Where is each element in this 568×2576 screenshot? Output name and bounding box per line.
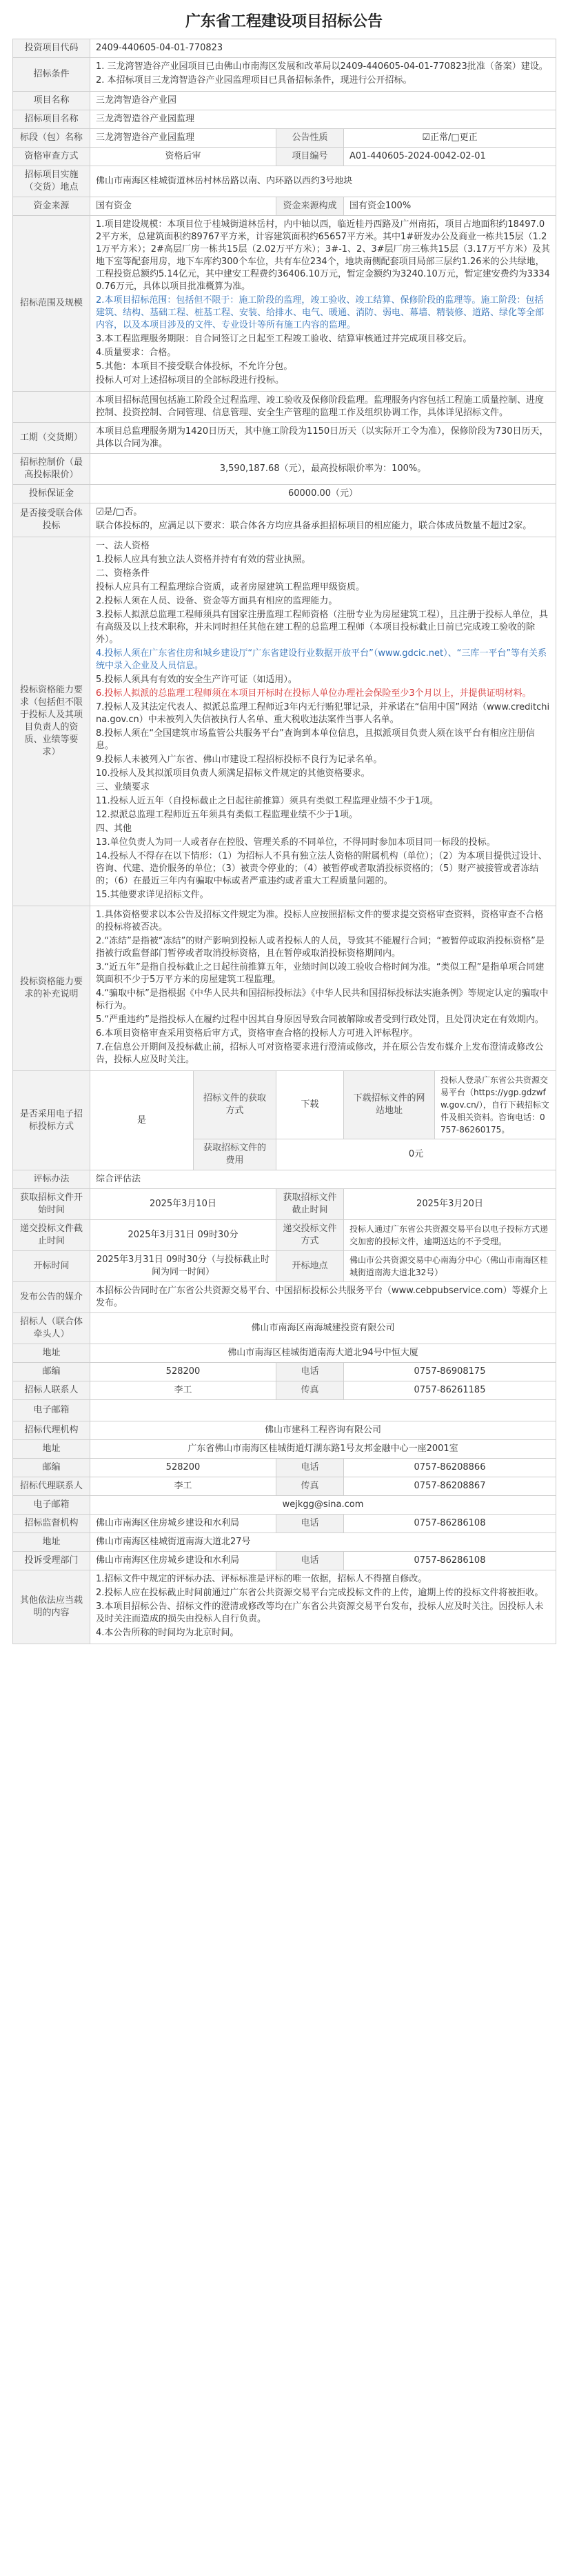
project-code-label: 投资项目代码 <box>13 39 90 58</box>
submit-place-label: 递交投标文件方式 <box>276 1220 344 1251</box>
location-value: 佛山市南海区桂城街道林岳村林岳路以南、内环路以西约3号地块 <box>90 166 556 197</box>
fax-label: 传真 <box>276 1381 344 1400</box>
row-tenderee-email <box>13 1400 556 1421</box>
open-time-value: 2025年3月31日 09时30分（与投标截止时间为同一时间） <box>90 1251 276 1282</box>
agent-label: 招标代理机构 <box>13 1421 90 1440</box>
complaint-tel-label: 电话 <box>276 1552 344 1570</box>
row-qualification <box>13 537 556 906</box>
row-tender-project <box>13 110 556 129</box>
row-location <box>13 166 556 197</box>
email-value <box>90 1400 556 1421</box>
qual-line: 三、业绩要求 <box>96 782 150 792</box>
row-basis <box>13 58 556 92</box>
media-value: 本招标公告同时在广东省公共资源交易平台、中国招标投标公共服务平台（www.cebpubservice.com）等媒介上发布。 <box>90 1282 556 1313</box>
row-period <box>13 423 556 454</box>
row-agent <box>13 1421 556 1440</box>
agent-name: 佛山市建科工程咨询有限公司 <box>90 1421 556 1440</box>
agent-email-label: 电子邮箱 <box>13 1496 90 1515</box>
method-line: 5.“严重违约”是指投标人在履约过程中因其自身原因导致合同被解除或者受到行政处罚，且处罚决定在有效期内。 <box>96 1015 544 1025</box>
qual-line: 15.其他要求详见招标文件。 <box>96 890 209 900</box>
consortium-value <box>90 503 556 537</box>
row-agent-addr <box>13 1440 556 1459</box>
row-supervise <box>13 1515 556 1533</box>
scope-line: 5.其他：本项目不接受联合体投标，不允许分包。 <box>96 361 293 372</box>
supervise-addr-label: 地址 <box>13 1533 90 1552</box>
method-line: 2.“冻结”是指被“冻结”的财产影响到投标人或者投标人的人员，导致其不能履行合同；“被暂停或取消投标资格”是指被行政监督部门暂停或者取消投标资格，且在暂停或取消投标资格期间内。 <box>96 936 545 959</box>
doc-fee-value: 0元 <box>276 1139 556 1170</box>
agent-zip-label: 邮编 <box>13 1459 90 1477</box>
consortium-line: ☑是/□否。 <box>96 507 143 517</box>
notice-nature-value: ☑正常/□更正 <box>344 129 556 148</box>
scope-line: 4.质量要求：合格。 <box>96 348 176 358</box>
row-complaint <box>13 1552 556 1570</box>
agent-addr-value: 广东省佛山市南海区桂城街道灯湖东路1号友邦金融中心一座2001室 <box>90 1440 556 1459</box>
contact-label: 招标人联系人 <box>13 1381 90 1400</box>
qual-line: 12.拟派总监理工程师近五年须具有类似工程监理业绩不少于1项。 <box>96 810 358 820</box>
open-time-label: 开标时间 <box>13 1251 90 1282</box>
qual-line: 二、资格条件 <box>96 568 150 579</box>
electronic-value: 是 <box>90 1071 194 1170</box>
fund-source-value: 国有资金 <box>90 197 276 216</box>
agent-zip-value: 528200 <box>90 1459 276 1477</box>
row-evaluate <box>13 1170 556 1189</box>
get-doc-label: 招标文件的获取方式 <box>194 1071 276 1139</box>
fund-ratio-value: 国有资金100% <box>344 197 556 216</box>
tel-value: 0757-86908175 <box>344 1363 556 1381</box>
submit-place-value: 投标人通过广东省公共资源交易平台以电子投标方式递交加密的投标文件，逾期送达的不予受理。 <box>344 1220 556 1251</box>
section-name-value: 三龙湾智造谷产业园监理 <box>90 129 276 148</box>
row-project-name <box>13 92 556 110</box>
page-title: 广东省工程建设项目招标公告 <box>185 13 383 30</box>
other-line: 1.招标文件中规定的评标办法、评标标准是评标的唯一依据，招标人不得擅自修改。 <box>96 1574 427 1584</box>
qual-line: 11.投标人近五年（自投标截止之日起往前推算）须具有类似工程监理业绩不少于1项。 <box>96 796 438 806</box>
row-scope-extra <box>13 392 556 423</box>
agent-fax-label: 传真 <box>276 1477 344 1496</box>
row-agent-contact <box>13 1477 556 1496</box>
agent-email-value: wejkgg@sina.com <box>90 1496 556 1515</box>
get-end-value: 2025年3月20日 <box>344 1189 556 1220</box>
media-label: 发布公告的媒介 <box>13 1282 90 1313</box>
review-method-value: 资格后审 <box>90 148 276 166</box>
scope-note: 投标人可对上述招标项目的全部标段进行投标。 <box>96 375 285 386</box>
agent-fax-value: 0757-86208867 <box>344 1477 556 1496</box>
qual-line: 8.投标人须在“全国建筑市场监管公共服务平台”查询到本单位信息，且拟派项目负责人须在该平台有相应注册信息。 <box>96 728 535 751</box>
fund-ratio-label: 资金来源构成 <box>276 197 344 216</box>
fax-value: 0757-86261185 <box>344 1381 556 1400</box>
addr-value: 佛山市南海区桂城街道南海大道北94号中恒大厦 <box>90 1344 556 1363</box>
period-label: 工期（交货期） <box>13 423 90 454</box>
row-agent-zip <box>13 1459 556 1477</box>
doc-site-value: 投标人登录广东省公共资源交易平台（https://ygp.gdzwfw.gov.cn/），自行下载招标文件及相关资料。咨询电话：0757-86260175。 <box>435 1071 556 1139</box>
evaluate-value: 综合评估法 <box>90 1170 556 1189</box>
scope-line: 3.本工程监理服务期限：自合同签订之日起至工程竣工验收、结算审核通过并完成项目移交后。 <box>96 334 472 344</box>
scope-line: 1.项目建设规模：本项目位于桂城街道林岳村，内中轴以西，临近桂丹西路及广州南拓，项目占地面积约18497.02平方米，总建筑面积约89767平方米，计容建筑面积约65657平方米。其中1#研发办公及商业一栋共15层（1.21万平方米）；2#高层厂房一栋共15层（2.02万平方米）；3#-1、2、3#层厂房三栋共15层（3.17万平方米）及其地下室等配套用房，地下车库约300个车位，共有车位234个，地块南侧配套项目局部三层约1.26米的公共绿地，工程投资总额约5.14亿元，其中建安工程费约36406.10万元，暂定金额约为3240.10万元，暂定建安费约为33340.76万元，具体以项目批准概算为准。 <box>96 219 550 292</box>
electronic-label: 是否采用电子招标投标方式 <box>13 1071 90 1170</box>
qual-line: 3.投标人拟派总监理工程师须具有国家注册监理工程师资格（注册专业为房屋建筑工程），且注册于投标人单位，具有高级及以上技术职称，并未同时担任其他在建工程的总监理工程师（本项目投标截止日前已完成竣工验收的除外）。 <box>96 610 548 645</box>
consortium-label: 是否接受联合体投标 <box>13 503 90 537</box>
tender-project-value: 三龙湾智造谷产业园监理 <box>90 110 556 129</box>
row-tenderee-zip <box>13 1363 556 1381</box>
other-value <box>90 1570 556 1644</box>
row-method <box>13 906 556 1071</box>
row-tenderee <box>13 1313 556 1344</box>
qualification-label: 投标资格能力要求（包括但不限于投标人及其项目负责人的资质、业绩等要求） <box>13 537 90 906</box>
row-fund <box>13 197 556 216</box>
row-other <box>13 1570 556 1644</box>
submit-value: 2025年3月31日 09时30分 <box>90 1220 276 1251</box>
get-end-label: 获取招标文件截止时间 <box>276 1189 344 1220</box>
evaluate-label: 评标办法 <box>13 1170 90 1189</box>
project-code-value: 2409-440605-04-01-770823 <box>90 39 556 58</box>
method-line: 1.具体资格要求以本公告及招标文件规定为准。投标人应按照招标文件的要求提交资格审查资料，资格审查不合格的投标将被否决。 <box>96 910 544 932</box>
doc-fee-label: 获取招标文件的费用 <box>194 1139 276 1170</box>
zip-value: 528200 <box>90 1363 276 1381</box>
fund-source-label: 资金来源 <box>13 197 90 216</box>
row-tenderee-addr <box>13 1344 556 1363</box>
scope-line: 2.本项目招标范围：包括但不限于：施工阶段的监理，竣工验收、竣工结算、保修阶段的监理等。施工阶段：包括建筑、结构、基础工程、桩基工程、安装、给排水、电气、暖通、消防、弱电、幕墙、精装修、道路、绿化等全部内容，以及本项目涉及的文件、专业设计等所有施工内容的监理。 <box>96 295 545 330</box>
tenderee-label: 招标人（联合体牵头人） <box>13 1313 90 1344</box>
basis-label: 招标条件 <box>13 58 90 92</box>
row-submit <box>13 1220 556 1251</box>
method-line: 4.“骗取中标”是指根据《中华人民共和国招标投标法》《中华人民共和国招标投标法实施条例》等规定认定的骗取中标行为。 <box>96 988 549 1011</box>
zip-label: 邮编 <box>13 1363 90 1381</box>
project-name-value: 三龙湾智造谷产业园 <box>90 92 556 110</box>
budget-value: 3,590,187.68（元），最高投标限价率为：100%。 <box>90 454 556 485</box>
basis-value <box>90 58 556 92</box>
budget-label: 招标控制价（最高投标限价） <box>13 454 90 485</box>
qual-line: 14.投标人不得存在以下情形：（1）为招标人不具有独立法人资格的附属机构（单位）；（2）为本项目提供过设计、咨询、代建、造价服务的单位；（3）被责令停业的；（4）被暂停或者取消投标资格的；（5）财产被接管或者冻结的；（6）在最近三年内有骗取中标或者严重违约或者重大工程质量问题的。 <box>96 851 547 886</box>
qual-line: 四、其他 <box>96 823 132 834</box>
addr-label: 地址 <box>13 1344 90 1363</box>
section-name-label: 标段（包）名称 <box>13 129 90 148</box>
qualification-value <box>90 537 556 906</box>
row-media <box>13 1282 556 1313</box>
get-doc-value: 下载 <box>276 1071 344 1139</box>
method-line: 3.“近五年”是指自投标截止之日起往前推算五年，业绩时间以竣工验收合格时间为准。“类似工程”是指单项合同建筑面积不少于5万平方米的房屋建筑工程监理。 <box>96 962 545 985</box>
notice-table <box>12 39 556 1644</box>
supervise-value: 佛山市南海区住房城乡建设和水利局 <box>90 1515 276 1533</box>
row-agent-email <box>13 1496 556 1515</box>
method-line: 7.在信息公开期间及投标截止前，招标人可对资格要求进行澄清或修改，并在原公告发布媒介上发布澄清或修改公告，投标人应及时关注。 <box>96 1042 544 1065</box>
row-section <box>13 129 556 148</box>
scope-value <box>90 216 556 392</box>
bond-value: 60000.00（元） <box>90 485 556 503</box>
email-label: 电子邮箱 <box>13 1400 90 1421</box>
agent-addr-label: 地址 <box>13 1440 90 1459</box>
section-code-value: A01-440605-2024-0042-02-01 <box>344 148 556 166</box>
row-bond <box>13 485 556 503</box>
review-method-label: 资格审查方式 <box>13 148 90 166</box>
method-value <box>90 906 556 1071</box>
location-label: 招标项目实施（交货）地点 <box>13 166 90 197</box>
scope-extra-label <box>13 392 90 423</box>
supervise-tel-label: 电话 <box>276 1515 344 1533</box>
tender-project-label: 招标项目名称 <box>13 110 90 129</box>
other-label: 其他依法应当载明的内容 <box>13 1570 90 1644</box>
scope-label: 招标范围及规模 <box>13 216 90 392</box>
doc-site-label: 下载招标文件的网站地址 <box>344 1071 435 1139</box>
qual-line: 9.投标人未被列入广东省、佛山市建设工程招标投标不良行为记录名单。 <box>96 755 383 765</box>
complaint-tel-value: 0757-86286108 <box>344 1552 556 1570</box>
complaint-label: 投诉受理部门 <box>13 1552 90 1570</box>
qual-line: 7.投标人及其法定代表人、拟派总监理工程师近3年内无行贿犯罪记录，并承诺在“信用中国”网站（www.creditchina.gov.cn）中未被列入失信被执行人名单、重大税收违法案件当事人名单。 <box>96 702 550 725</box>
supervise-addr-value: 佛山市南海区桂城街道南海大道北27号 <box>90 1533 556 1552</box>
qual-line: 10.投标人及其拟派项目负责人须满足招标文件规定的其他资格要求。 <box>96 768 370 779</box>
basis-line: 2. 本招标项目三龙湾智造谷产业园监理项目已具备招标条件，现进行公开招标。 <box>96 75 412 86</box>
supervise-tel-value: 0757-86286108 <box>344 1515 556 1533</box>
other-line: 3.本项目招标公告、招标文件的澄清或修改等均在广东省公共资源交易平台发布，投标人应及时关注。因投标人未及时关注而造成的损失由投标人自行负责。 <box>96 1601 544 1624</box>
qual-line: 1.投标人应具有独立法人资格并持有有效的营业执照。 <box>96 555 311 565</box>
row-project-code <box>13 39 556 58</box>
qual-line: 5.投标人须具有有效的安全生产许可证（如适用）。 <box>96 675 297 685</box>
scope-extra-value: 本项目招标范围包括施工阶段全过程监理、竣工验收及保修阶段监理。监理服务内容包括工程施工质量控制、进度控制、投资控制、合同管理、信息管理、安全生产管理的监理工作及组织协调工作，具体详见招标文件。 <box>90 392 556 423</box>
notice-nature-label: 公告性质 <box>276 129 344 148</box>
row-review <box>13 148 556 166</box>
get-start-value: 2025年3月10日 <box>90 1189 276 1220</box>
open-place-value: 佛山市公共资源交易中心南海分中心（佛山市南海区桂城街道南海大道北32号） <box>344 1251 556 1282</box>
bond-label: 投标保证金 <box>13 485 90 503</box>
row-open <box>13 1251 556 1282</box>
row-scope <box>13 216 556 392</box>
project-name-label: 项目名称 <box>13 92 90 110</box>
agent-tel-value: 0757-86208866 <box>344 1459 556 1477</box>
qual-line: 2.投标人须在人员、设备、资金等方面具有相应的监理能力。 <box>96 596 338 606</box>
method-label: 投标资格能力要求的补充说明 <box>13 906 90 1071</box>
contact-value: 李工 <box>90 1381 276 1400</box>
qual-line: 4.投标人须在广东省住房和城乡建设厅“广东省建设行业数据开放平台”（www.gdcic.net）、“三库一平台”等有关系统中录入企业及人员信息。 <box>96 648 547 671</box>
row-budget <box>13 454 556 485</box>
method-line: 6.本项目资格审查采用资格后审方式，资格审查合格的投标人方可进入评标程序。 <box>96 1028 418 1039</box>
agent-contact-value: 李工 <box>90 1477 276 1496</box>
tel-label: 电话 <box>276 1363 344 1381</box>
other-line: 4.本公告所称的时间均为北京时间。 <box>96 1628 239 1638</box>
other-line: 2.投标人应在投标截止时间前通过广东省公共资源交易平台完成投标文件的上传，逾期上传的投标文件将被拒收。 <box>96 1588 544 1598</box>
complaint-value: 佛山市南海区住房城乡建设和水利局 <box>90 1552 276 1570</box>
row-consortium <box>13 503 556 537</box>
qual-line: 投标人应具有工程监理综合资质，或者房屋建筑工程监理甲级资质。 <box>96 582 365 592</box>
agent-tel-label: 电话 <box>276 1459 344 1477</box>
open-place-label: 开标地点 <box>276 1251 344 1282</box>
period-value: 本项目总监理服务期为1420日历天，其中施工阶段为1150日历天（以实际开工令为准），保修阶段为730日历天，具体以合同为准。 <box>90 423 556 454</box>
section-code-label: 项目编号 <box>276 148 344 166</box>
row-tenderee-contact <box>13 1381 556 1400</box>
row-electronic <box>13 1071 556 1139</box>
supervise-label: 招标监督机构 <box>13 1515 90 1533</box>
qual-line: 13.单位负责人为同一人或者存在控股、管理关系的不同单位，不得同时参加本项目同一标段的投标。 <box>96 837 496 848</box>
tenderee-name: 佛山市南海区南海城建投资有限公司 <box>90 1313 556 1344</box>
row-supervise-addr <box>13 1533 556 1552</box>
submit-label: 递交投标文件截止时间 <box>13 1220 90 1251</box>
get-start-label: 获取招标文件开始时间 <box>13 1189 90 1220</box>
consortium-line: 联合体投标的，应满足以下要求：联合体各方均应具备承担招标项目的相应能力，联合体成员数量不超过2家。 <box>96 521 532 531</box>
basis-line: 1. 三龙湾智造谷产业园项目已由佛山市南海区发展和改革局以2409-440605-04-01-770823批准（备案）建设。 <box>96 61 548 72</box>
qual-line: 一、法人资格 <box>96 541 150 551</box>
agent-contact-label: 招标代理联系人 <box>13 1477 90 1496</box>
row-get-time <box>13 1189 556 1220</box>
qual-line: 6.投标人拟派的总监理工程师须在本项目开标时在投标人单位办理社会保险至少3个月以上，并提供证明材料。 <box>96 688 531 699</box>
